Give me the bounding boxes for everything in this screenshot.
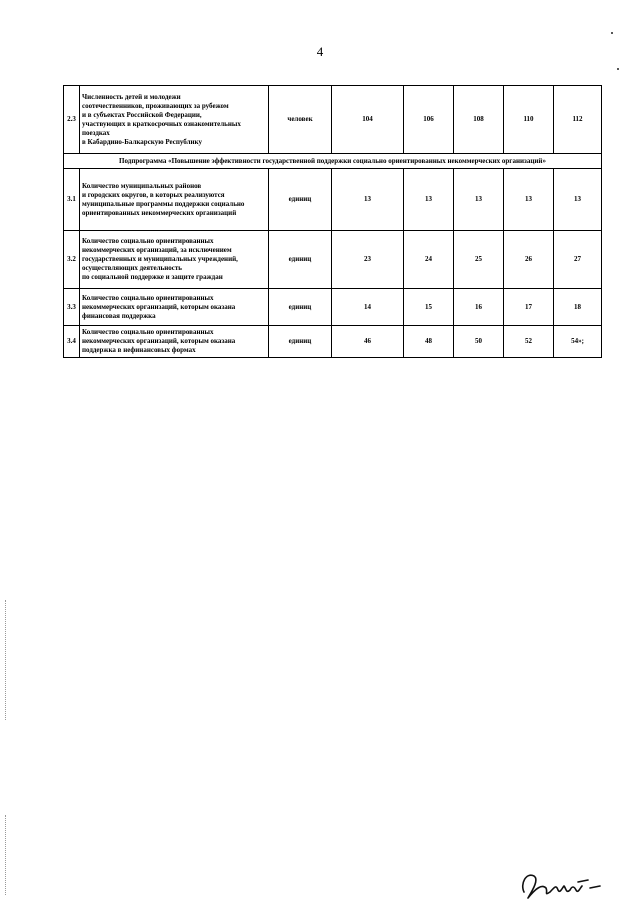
indicator-value: 54»; — [554, 326, 602, 358]
page-number: 4 — [316, 44, 324, 59]
unit-of-measure: единиц — [269, 231, 332, 289]
description-line: и в субъектах Российской Федерации, — [82, 110, 202, 119]
indicator-description — [80, 231, 269, 289]
indicator-description — [80, 326, 269, 358]
unit-of-measure: единиц — [269, 169, 332, 231]
scan-speck — [611, 32, 613, 34]
description-line: соотечественников, проживающих за рубежом — [82, 101, 229, 110]
description-line: в Кабардино-Балкарскую Республику — [82, 137, 202, 146]
table-row — [64, 86, 602, 154]
indicator-value: 16 — [454, 289, 504, 326]
indicator-value: 24 — [404, 231, 454, 289]
margin-dots — [5, 815, 7, 895]
description-line: поддержка в нефинансовых формах — [82, 346, 196, 354]
description-line: участвующих в краткосрочных ознакомительных — [82, 119, 241, 128]
indicator-value: 13 — [504, 169, 554, 231]
table-row — [64, 326, 602, 358]
description-line: Количество социально ориентированных — [82, 293, 214, 302]
description-line: Количество социально ориентированных — [82, 328, 214, 336]
indicator-value: 23 — [332, 231, 404, 289]
indicator-table — [63, 85, 602, 358]
indicator-value: 15 — [404, 289, 454, 326]
unit-of-measure: человек — [269, 86, 332, 154]
description-line: Количество социально ориентированных — [82, 237, 214, 245]
description-line: и городских округов, в которых реализуются — [82, 190, 225, 199]
indicator-value: 13 — [554, 169, 602, 231]
description-line: муниципальные программы поддержки социально — [82, 199, 245, 208]
description-line: ориентированных некоммерческих организаций — [82, 208, 237, 217]
indicator-value: 48 — [404, 326, 454, 358]
indicator-value: 17 — [504, 289, 554, 326]
description-line: Численность детей и молодежи — [82, 92, 181, 101]
indicator-value: 13 — [404, 169, 454, 231]
description-line: некоммерческих организаций, которым оказана — [82, 337, 236, 345]
indicator-value: 25 — [454, 231, 504, 289]
table-body-bottom — [64, 169, 602, 358]
table-row — [64, 289, 602, 326]
description-line: Количество муниципальных районов — [82, 181, 202, 190]
description-line: по социальной поддержке и защите граждан — [82, 273, 223, 281]
indicator-value: 108 — [454, 86, 504, 154]
row-number: 3.1 — [64, 169, 80, 231]
description-line: финансовая поддержка — [82, 311, 156, 320]
indicator-value: 104 — [332, 86, 404, 154]
subprogram-section — [64, 154, 602, 169]
indicator-description — [80, 169, 269, 231]
signature — [516, 858, 606, 902]
margin-dots — [5, 600, 7, 720]
table-row — [64, 231, 602, 289]
indicator-value: 18 — [554, 289, 602, 326]
description-line: некоммерческих организаций, за исключением — [82, 246, 232, 254]
indicator-value: 27 — [554, 231, 602, 289]
indicator-value: 50 — [454, 326, 504, 358]
subprogram-row — [64, 154, 602, 169]
row-number: 3.4 — [64, 326, 80, 358]
description-line: некоммерческих организаций, которым оказана — [82, 302, 236, 311]
unit-of-measure: единиц — [269, 326, 332, 358]
indicator-value: 13 — [454, 169, 504, 231]
subprogram-title: Подпрограмма «Повышение эффективности государственной поддержки социально ориентированных некоммерческих организаций» — [64, 154, 602, 169]
indicator-description — [80, 86, 269, 154]
indicator-value: 46 — [332, 326, 404, 358]
description-line: осуществляющих деятельность — [82, 264, 182, 272]
indicator-value: 106 — [404, 86, 454, 154]
indicator-value: 110 — [504, 86, 554, 154]
scan-speck — [617, 68, 619, 70]
row-number: 3.2 — [64, 231, 80, 289]
table-row — [64, 169, 602, 231]
table-body-top — [64, 86, 602, 154]
indicator-value: 26 — [504, 231, 554, 289]
description-line: государственных и муниципальных учреждений, — [82, 255, 238, 263]
unit-of-measure: единиц — [269, 289, 332, 326]
indicator-description — [80, 289, 269, 326]
indicator-value: 14 — [332, 289, 404, 326]
indicator-value: 52 — [504, 326, 554, 358]
row-number: 2.3 — [64, 86, 80, 154]
indicator-value: 112 — [554, 86, 602, 154]
description-line: поездках — [82, 128, 110, 137]
row-number: 3.3 — [64, 289, 80, 326]
indicator-value: 13 — [332, 169, 404, 231]
